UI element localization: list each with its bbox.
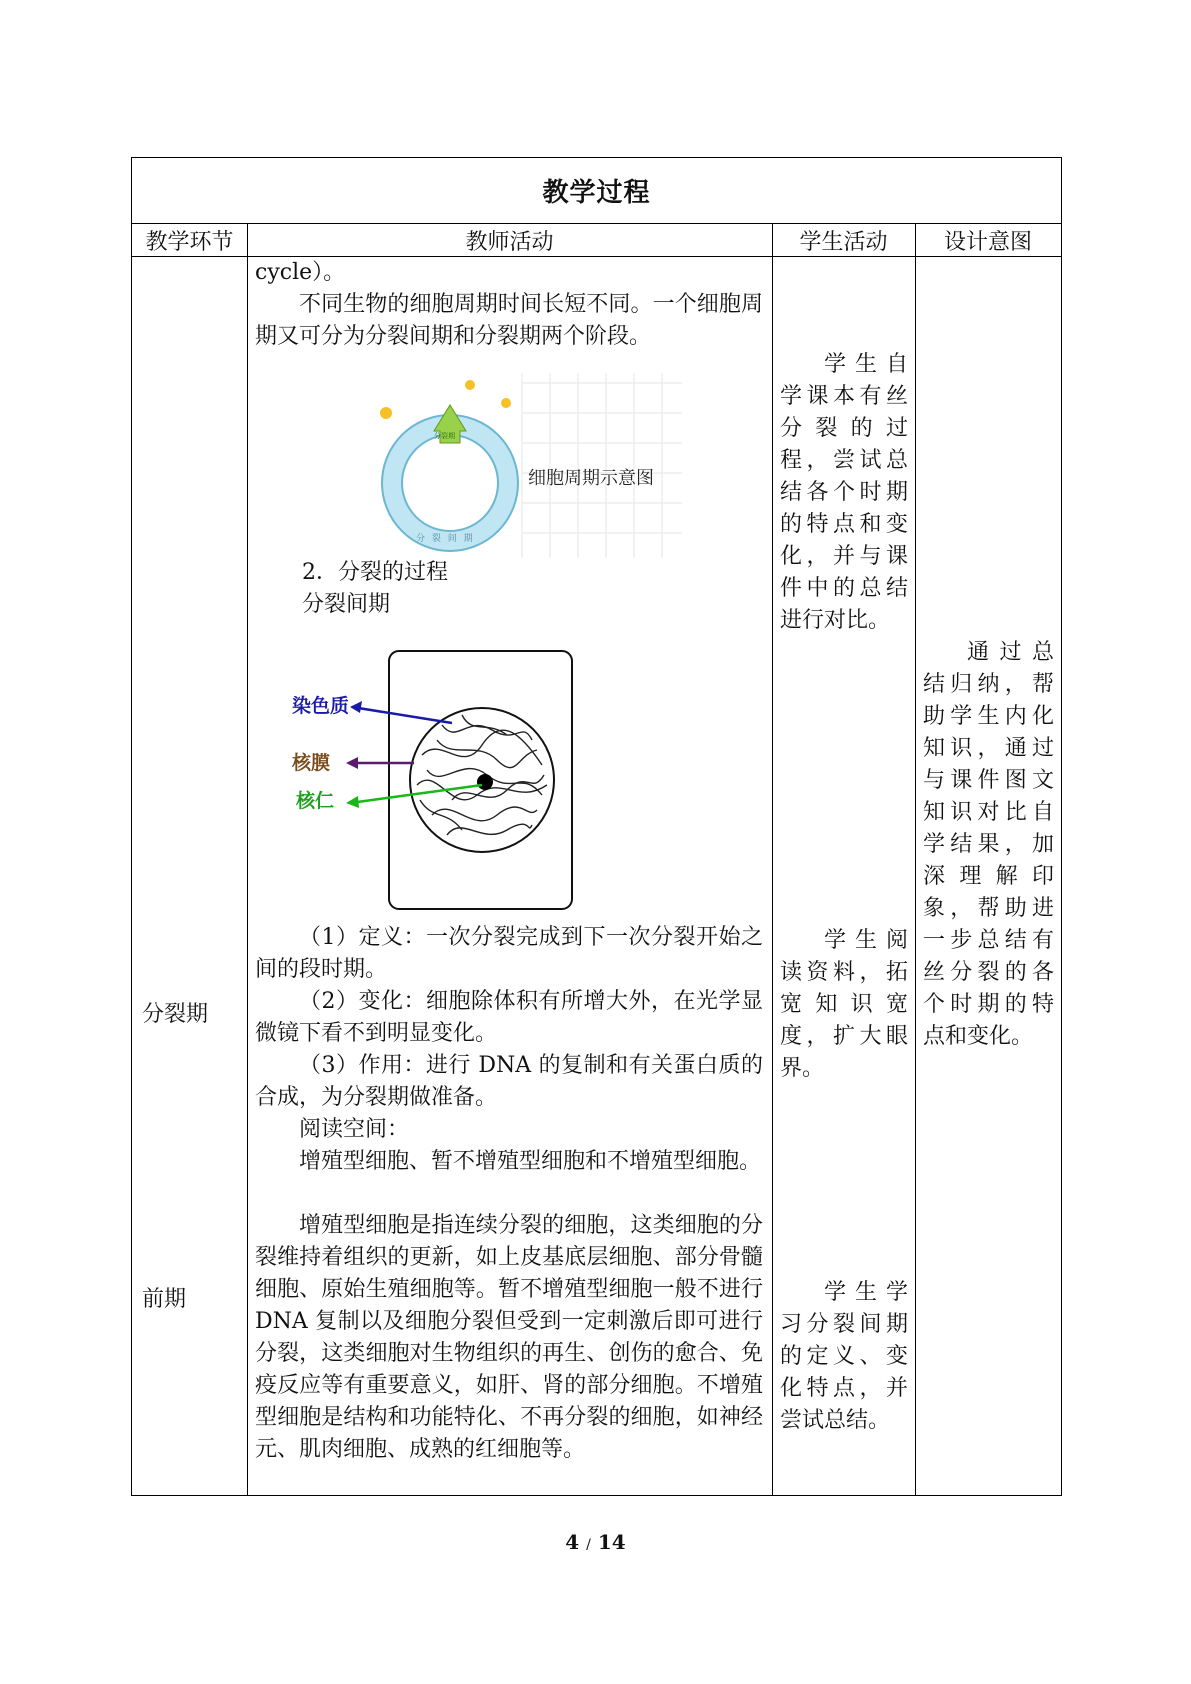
- section-heading-interphase: 分裂间期: [302, 592, 391, 617]
- label-nucleolus: 核仁: [296, 790, 335, 812]
- teacher-text-cycle: cycle）。: [255, 260, 346, 285]
- stage-division: 分裂期: [142, 1002, 209, 1027]
- nucleus-svg: [292, 645, 604, 913]
- teaching-process-table: [131, 157, 1062, 1496]
- section-heading-process: 2．分裂的过程: [302, 560, 448, 585]
- design-intent-text: 通过总结归纳，帮助学生内化知识，通过与课件图文知识对比自学结果，加深理解印象，帮助进一步总结有丝分裂的各个时期的特点和变化。: [923, 640, 1054, 1049]
- cycle-inner-label: 分裂期: [434, 432, 455, 440]
- header-design-intent: 设计意图: [915, 224, 1061, 257]
- page-separator: /: [586, 1537, 591, 1553]
- header-student-activity: 学生活动: [772, 224, 915, 257]
- cycle-ring-label: 分 裂 间 期: [416, 534, 475, 544]
- reading-space-intro: 增殖型细胞、暂不增殖型细胞和不增殖型细胞。: [299, 1149, 762, 1174]
- stage-cell: [132, 257, 247, 1495]
- teacher-change: （2）变化：细胞除体积有所增大外，在光学显微镜下看不到明显变化。: [255, 989, 763, 1046]
- student-activity-1: 学生自学课本有丝分裂的过程，尝试总结各个时期的特点和变化，并与课件中的总结进行对比。: [780, 352, 908, 633]
- stage-prophase: 前期: [142, 1287, 187, 1312]
- label-chromatin: 染色质: [292, 695, 350, 717]
- student-activity-2: 学生阅读资料，拓宽知识宽度，扩大眼界。: [780, 928, 908, 1081]
- teacher-definition: （1）定义：一次分裂完成到下一次分裂开始之间的段时期。: [255, 925, 763, 982]
- reading-space-heading: 阅读空间：: [299, 1117, 410, 1142]
- student-activity-3: 学生学习分裂间期的定义、变化特点，并尝试总结。: [780, 1280, 908, 1433]
- header-stage: 教学环节: [132, 224, 247, 257]
- cell-cycle-caption: 细胞周期示意图: [528, 468, 654, 489]
- page-number: [0, 1530, 1191, 1554]
- design-intent-cell: [915, 257, 1061, 1495]
- student-activity-cell: [772, 257, 915, 1495]
- total-pages: 14: [597, 1530, 626, 1554]
- table-title: 教学过程: [132, 158, 1061, 224]
- teacher-function: （3）作用：进行 DNA 的复制和有关蛋白质的合成，为分裂期做准备。: [255, 1053, 763, 1110]
- cell-cycle-diagram: [372, 373, 682, 558]
- reading-space-body: 增殖型细胞是指连续分裂的细胞，这类细胞的分裂维持着组织的更新，如上皮基底层细胞、部分骨髓细胞、原始生殖细胞等。暂不增殖型细胞一般不进行 DNA 复制以及细胞分裂但受到一定刺激后即可进行分裂，这类细胞对生物组织的再生、创伤的愈合、免疫反应等有重要意义，如肝、肾的部分细胞。不增殖型细胞是结构和功能特化、不再分裂的细胞，如神经元、肌肉细胞、成熟的红细胞等。: [255, 1213, 763, 1462]
- header-teacher-activity: 教师活动: [247, 224, 772, 257]
- label-nuclear-membrane: 核膜: [292, 752, 331, 774]
- current-page: 4: [565, 1530, 580, 1554]
- teacher-text-intro: 不同生物的细胞周期时间长短不同。一个细胞周期又可分为分裂间期和分裂期两个阶段。: [255, 292, 763, 349]
- interphase-nucleus-diagram: [292, 645, 604, 913]
- teacher-activity-cell: [247, 257, 772, 1495]
